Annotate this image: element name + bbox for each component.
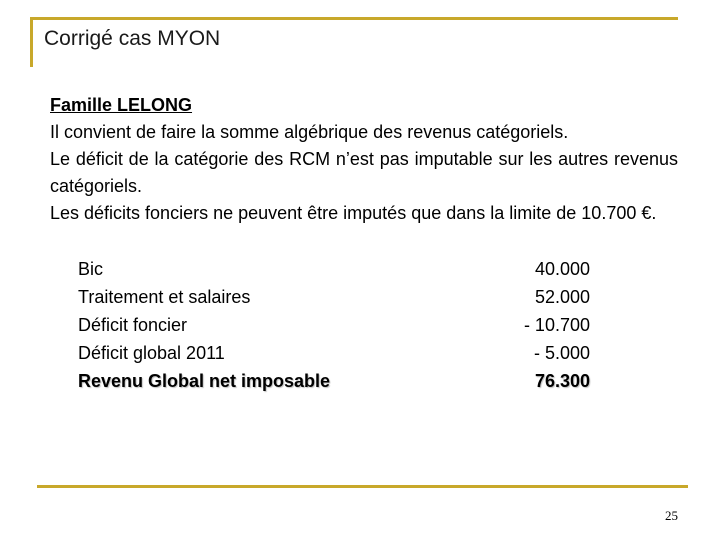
title-frame-top-rule xyxy=(30,17,678,20)
paragraph-1: Il convient de faire la somme algébrique des revenus catégoriels. xyxy=(50,122,569,142)
calc-row-bic xyxy=(78,255,590,283)
total-value: 76.300 xyxy=(534,371,590,391)
calc-row-deficit-global xyxy=(78,339,590,367)
calc-row-deficit-foncier xyxy=(78,311,590,339)
calc-label: Déficit foncier xyxy=(78,315,188,335)
content-body xyxy=(50,92,678,227)
calc-label: Déficit global 2011 xyxy=(78,343,225,363)
title-frame-left-rule xyxy=(30,17,33,67)
calc-value: - 10.700 xyxy=(523,315,590,335)
paragraph-2: Le déficit de la catégorie des RCM n’est pas imputable sur les autres revenus catégoriels. xyxy=(50,149,678,196)
calc-value: 52.000 xyxy=(534,287,590,307)
calc-row-total xyxy=(78,367,590,395)
calc-label: Traitement et salaires xyxy=(78,287,251,307)
calc-value: - 5.000 xyxy=(533,343,590,363)
total-label: Revenu Global net imposable xyxy=(78,371,331,391)
page-number: 25 xyxy=(665,508,678,523)
calc-row-salaires xyxy=(78,283,590,311)
section-heading: Famille LELONG xyxy=(50,95,193,115)
calculation-table xyxy=(78,255,590,395)
footer-rule xyxy=(37,485,688,488)
paragraph-3: Les déficits fonciers ne peuvent être imputés que dans la limite de 10.700 €. xyxy=(50,203,657,223)
calc-label: Bic xyxy=(78,259,104,279)
calc-value: 40.000 xyxy=(534,259,590,279)
slide-title: Corrigé cas MYON xyxy=(44,27,221,50)
